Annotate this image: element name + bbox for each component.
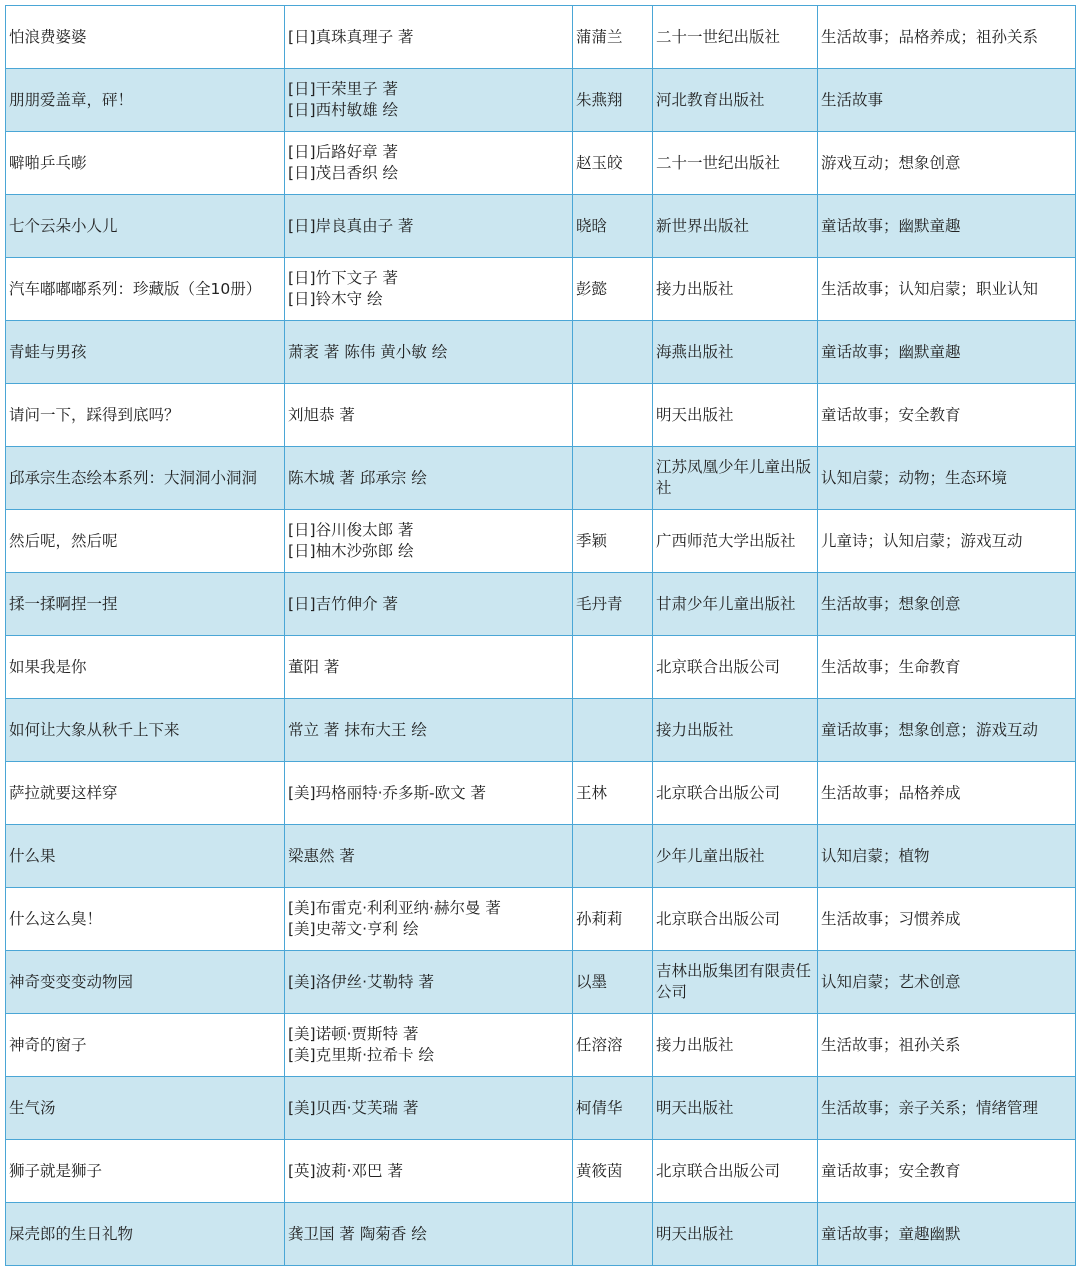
author-cell <box>285 762 573 825</box>
publisher-cell: 河北教育出版社 <box>653 69 818 132</box>
translator-cell: 朱燕翔 <box>573 69 653 132</box>
author-cell <box>285 888 573 951</box>
author-line: 龚卫国 著 陶菊香 绘 <box>288 1224 427 1243</box>
translator-cell: 赵玉皎 <box>573 132 653 195</box>
author-cell <box>285 1014 573 1077</box>
publisher-cell: 接力出版社 <box>653 699 818 762</box>
author-line: [日]茂吕香织 绘 <box>288 164 399 182</box>
author-cell <box>285 447 573 510</box>
translator-cell <box>573 321 653 384</box>
translator-cell <box>573 825 653 888</box>
category-tags-cell: 童话故事；童趣幽默 <box>818 1203 1076 1266</box>
book-title-cell: 七个云朵小人儿 <box>6 195 285 258</box>
category-tags-cell: 生活故事；想象创意 <box>818 573 1076 636</box>
publisher-cell: 北京联合出版公司 <box>653 762 818 825</box>
author-cell <box>285 510 573 573</box>
publisher-cell: 吉林出版集团有限责任公司 <box>653 951 818 1014</box>
book-title-cell: 邱承宗生态绘本系列：大洞洞小洞洞 <box>6 447 285 510</box>
category-tags-cell: 认知启蒙；艺术创意 <box>818 951 1076 1014</box>
category-tags-cell: 生活故事；认知启蒙；职业认知 <box>818 258 1076 321</box>
author-line: [英]波莉·邓巴 著 <box>288 1161 403 1180</box>
author-line: [日]干荣里子 著 <box>288 80 399 98</box>
author-cell <box>285 6 573 69</box>
author-cell <box>285 951 573 1014</box>
publisher-cell: 广西师范大学出版社 <box>653 510 818 573</box>
author-line: [美]史蒂文·亨利 绘 <box>288 920 419 938</box>
book-title-cell: 狮子就是狮子 <box>6 1140 285 1203</box>
author-line: 董阳 著 <box>288 657 340 676</box>
table-row <box>6 825 1076 888</box>
publisher-cell: 明天出版社 <box>653 1077 818 1140</box>
category-tags-cell: 认知启蒙；植物 <box>818 825 1076 888</box>
author-line: [美]玛格丽特·乔多斯-欧文 著 <box>288 783 487 802</box>
publisher-cell: 接力出版社 <box>653 1014 818 1077</box>
author-cell <box>285 384 573 447</box>
author-line: 萧袤 著 陈伟 黄小敏 绘 <box>288 342 448 361</box>
author-line: [日]竹下文子 著 <box>288 269 399 287</box>
publisher-cell: 二十一世纪出版社 <box>653 132 818 195</box>
book-title-cell: 如何让大象从秋千上下来 <box>6 699 285 762</box>
table-row <box>6 951 1076 1014</box>
table-row <box>6 1203 1076 1266</box>
translator-cell: 毛丹青 <box>573 573 653 636</box>
book-title-cell: 怕浪费婆婆 <box>6 6 285 69</box>
publisher-cell: 海燕出版社 <box>653 321 818 384</box>
author-cell <box>285 636 573 699</box>
table-row <box>6 384 1076 447</box>
table-row <box>6 447 1076 510</box>
author-line: [美]贝西·艾芙瑞 著 <box>288 1098 419 1117</box>
table-row <box>6 888 1076 951</box>
author-cell <box>285 195 573 258</box>
book-list-table <box>5 5 1076 1266</box>
book-title-cell: 请问一下，踩得到底吗？ <box>6 384 285 447</box>
table-body <box>6 6 1076 1266</box>
author-line: 梁惠然 著 <box>288 846 355 865</box>
author-cell <box>285 1140 573 1203</box>
publisher-cell: 明天出版社 <box>653 384 818 447</box>
author-line: [日]真珠真理子 著 <box>288 27 414 46</box>
author-line: [美]布雷克·利利亚纳·赫尔曼 著 <box>288 899 501 917</box>
category-tags-cell: 童话故事；安全教育 <box>818 384 1076 447</box>
publisher-cell: 北京联合出版公司 <box>653 888 818 951</box>
category-tags-cell: 生活故事 <box>818 69 1076 132</box>
translator-cell <box>573 447 653 510</box>
translator-cell: 王林 <box>573 762 653 825</box>
category-tags-cell: 游戏互动；想象创意 <box>818 132 1076 195</box>
author-line: 刘旭恭 著 <box>288 405 355 424</box>
category-tags-cell: 童话故事；安全教育 <box>818 1140 1076 1203</box>
author-line: [美]洛伊丝·艾勒特 著 <box>288 972 434 991</box>
table-row <box>6 195 1076 258</box>
category-tags-cell: 认知启蒙；动物；生态环境 <box>818 447 1076 510</box>
publisher-cell: 江苏凤凰少年儿童出版社 <box>653 447 818 510</box>
translator-cell <box>573 384 653 447</box>
translator-cell: 黄筱茵 <box>573 1140 653 1203</box>
translator-cell: 以墨 <box>573 951 653 1014</box>
author-line: [日]吉竹伸介 著 <box>288 594 399 613</box>
category-tags-cell: 生活故事；品格养成 <box>818 762 1076 825</box>
translator-cell: 蒲蒲兰 <box>573 6 653 69</box>
author-cell <box>285 699 573 762</box>
book-title-cell: 如果我是你 <box>6 636 285 699</box>
author-line: [日]西村敏雄 绘 <box>288 101 399 119</box>
book-title-cell: 什么这么臭！ <box>6 888 285 951</box>
publisher-cell: 明天出版社 <box>653 1203 818 1266</box>
table-row <box>6 762 1076 825</box>
category-tags-cell: 童话故事；幽默童趣 <box>818 321 1076 384</box>
category-tags-cell: 生活故事；生命教育 <box>818 636 1076 699</box>
category-tags-cell: 生活故事；亲子关系；情绪管理 <box>818 1077 1076 1140</box>
author-cell <box>285 1203 573 1266</box>
translator-cell <box>573 636 653 699</box>
translator-cell: 孙莉莉 <box>573 888 653 951</box>
book-title-cell: 屎壳郎的生日礼物 <box>6 1203 285 1266</box>
book-title-cell: 汽车嘟嘟嘟系列：珍藏版（全10册） <box>6 258 285 321</box>
author-line: 常立 著 抹布大王 绘 <box>288 720 427 739</box>
table-row <box>6 510 1076 573</box>
table-row <box>6 636 1076 699</box>
category-tags-cell: 儿童诗；认知启蒙；游戏互动 <box>818 510 1076 573</box>
category-tags-cell: 童话故事；幽默童趣 <box>818 195 1076 258</box>
author-line: 陈木城 著 邱承宗 绘 <box>288 468 427 487</box>
table-row <box>6 258 1076 321</box>
translator-cell <box>573 1203 653 1266</box>
table-row <box>6 132 1076 195</box>
book-title-cell: 生气汤 <box>6 1077 285 1140</box>
author-cell <box>285 321 573 384</box>
publisher-cell: 二十一世纪出版社 <box>653 6 818 69</box>
book-title-cell: 朋朋爱盖章，砰！ <box>6 69 285 132</box>
translator-cell: 任溶溶 <box>573 1014 653 1077</box>
author-line: [日]谷川俊太郎 著 <box>288 521 414 539</box>
table-row <box>6 1140 1076 1203</box>
publisher-cell: 甘肃少年儿童出版社 <box>653 573 818 636</box>
publisher-cell: 少年儿童出版社 <box>653 825 818 888</box>
translator-cell: 彭懿 <box>573 258 653 321</box>
category-tags-cell: 童话故事；想象创意；游戏互动 <box>818 699 1076 762</box>
author-cell <box>285 1077 573 1140</box>
author-line: [日]柚木沙弥郎 绘 <box>288 542 414 560</box>
author-line: [日]铃木守 绘 <box>288 290 383 308</box>
book-title-cell: 神奇的窗子 <box>6 1014 285 1077</box>
translator-cell: 柯倩华 <box>573 1077 653 1140</box>
author-cell <box>285 825 573 888</box>
book-title-cell: 萨拉就要这样穿 <box>6 762 285 825</box>
author-cell <box>285 132 573 195</box>
author-cell <box>285 258 573 321</box>
publisher-cell: 新世界出版社 <box>653 195 818 258</box>
table-row <box>6 321 1076 384</box>
category-tags-cell: 生活故事；品格养成；祖孙关系 <box>818 6 1076 69</box>
table-row <box>6 699 1076 762</box>
translator-cell: 季颖 <box>573 510 653 573</box>
table-row <box>6 6 1076 69</box>
category-tags-cell: 生活故事；习惯养成 <box>818 888 1076 951</box>
book-title-cell: 噼啪乒乓嘭 <box>6 132 285 195</box>
author-line: [日]后路好章 著 <box>288 143 399 161</box>
category-tags-cell: 生活故事；祖孙关系 <box>818 1014 1076 1077</box>
book-title-cell: 青蛙与男孩 <box>6 321 285 384</box>
publisher-cell: 北京联合出版公司 <box>653 1140 818 1203</box>
author-line: [美]诺顿·贾斯特 著 <box>288 1025 419 1043</box>
author-cell <box>285 69 573 132</box>
book-title-cell: 然后呢，然后呢 <box>6 510 285 573</box>
book-title-cell: 什么果 <box>6 825 285 888</box>
author-line: [日]岸良真由子 著 <box>288 216 414 235</box>
publisher-cell: 北京联合出版公司 <box>653 636 818 699</box>
translator-cell <box>573 699 653 762</box>
publisher-cell: 接力出版社 <box>653 258 818 321</box>
author-cell <box>285 573 573 636</box>
translator-cell: 晓晗 <box>573 195 653 258</box>
table-row <box>6 573 1076 636</box>
book-title-cell: 揉一揉啊捏一捏 <box>6 573 285 636</box>
book-title-cell: 神奇变变变动物园 <box>6 951 285 1014</box>
table-row <box>6 1014 1076 1077</box>
author-line: [美]克里斯·拉希卡 绘 <box>288 1046 434 1064</box>
table-row <box>6 1077 1076 1140</box>
table-row <box>6 69 1076 132</box>
